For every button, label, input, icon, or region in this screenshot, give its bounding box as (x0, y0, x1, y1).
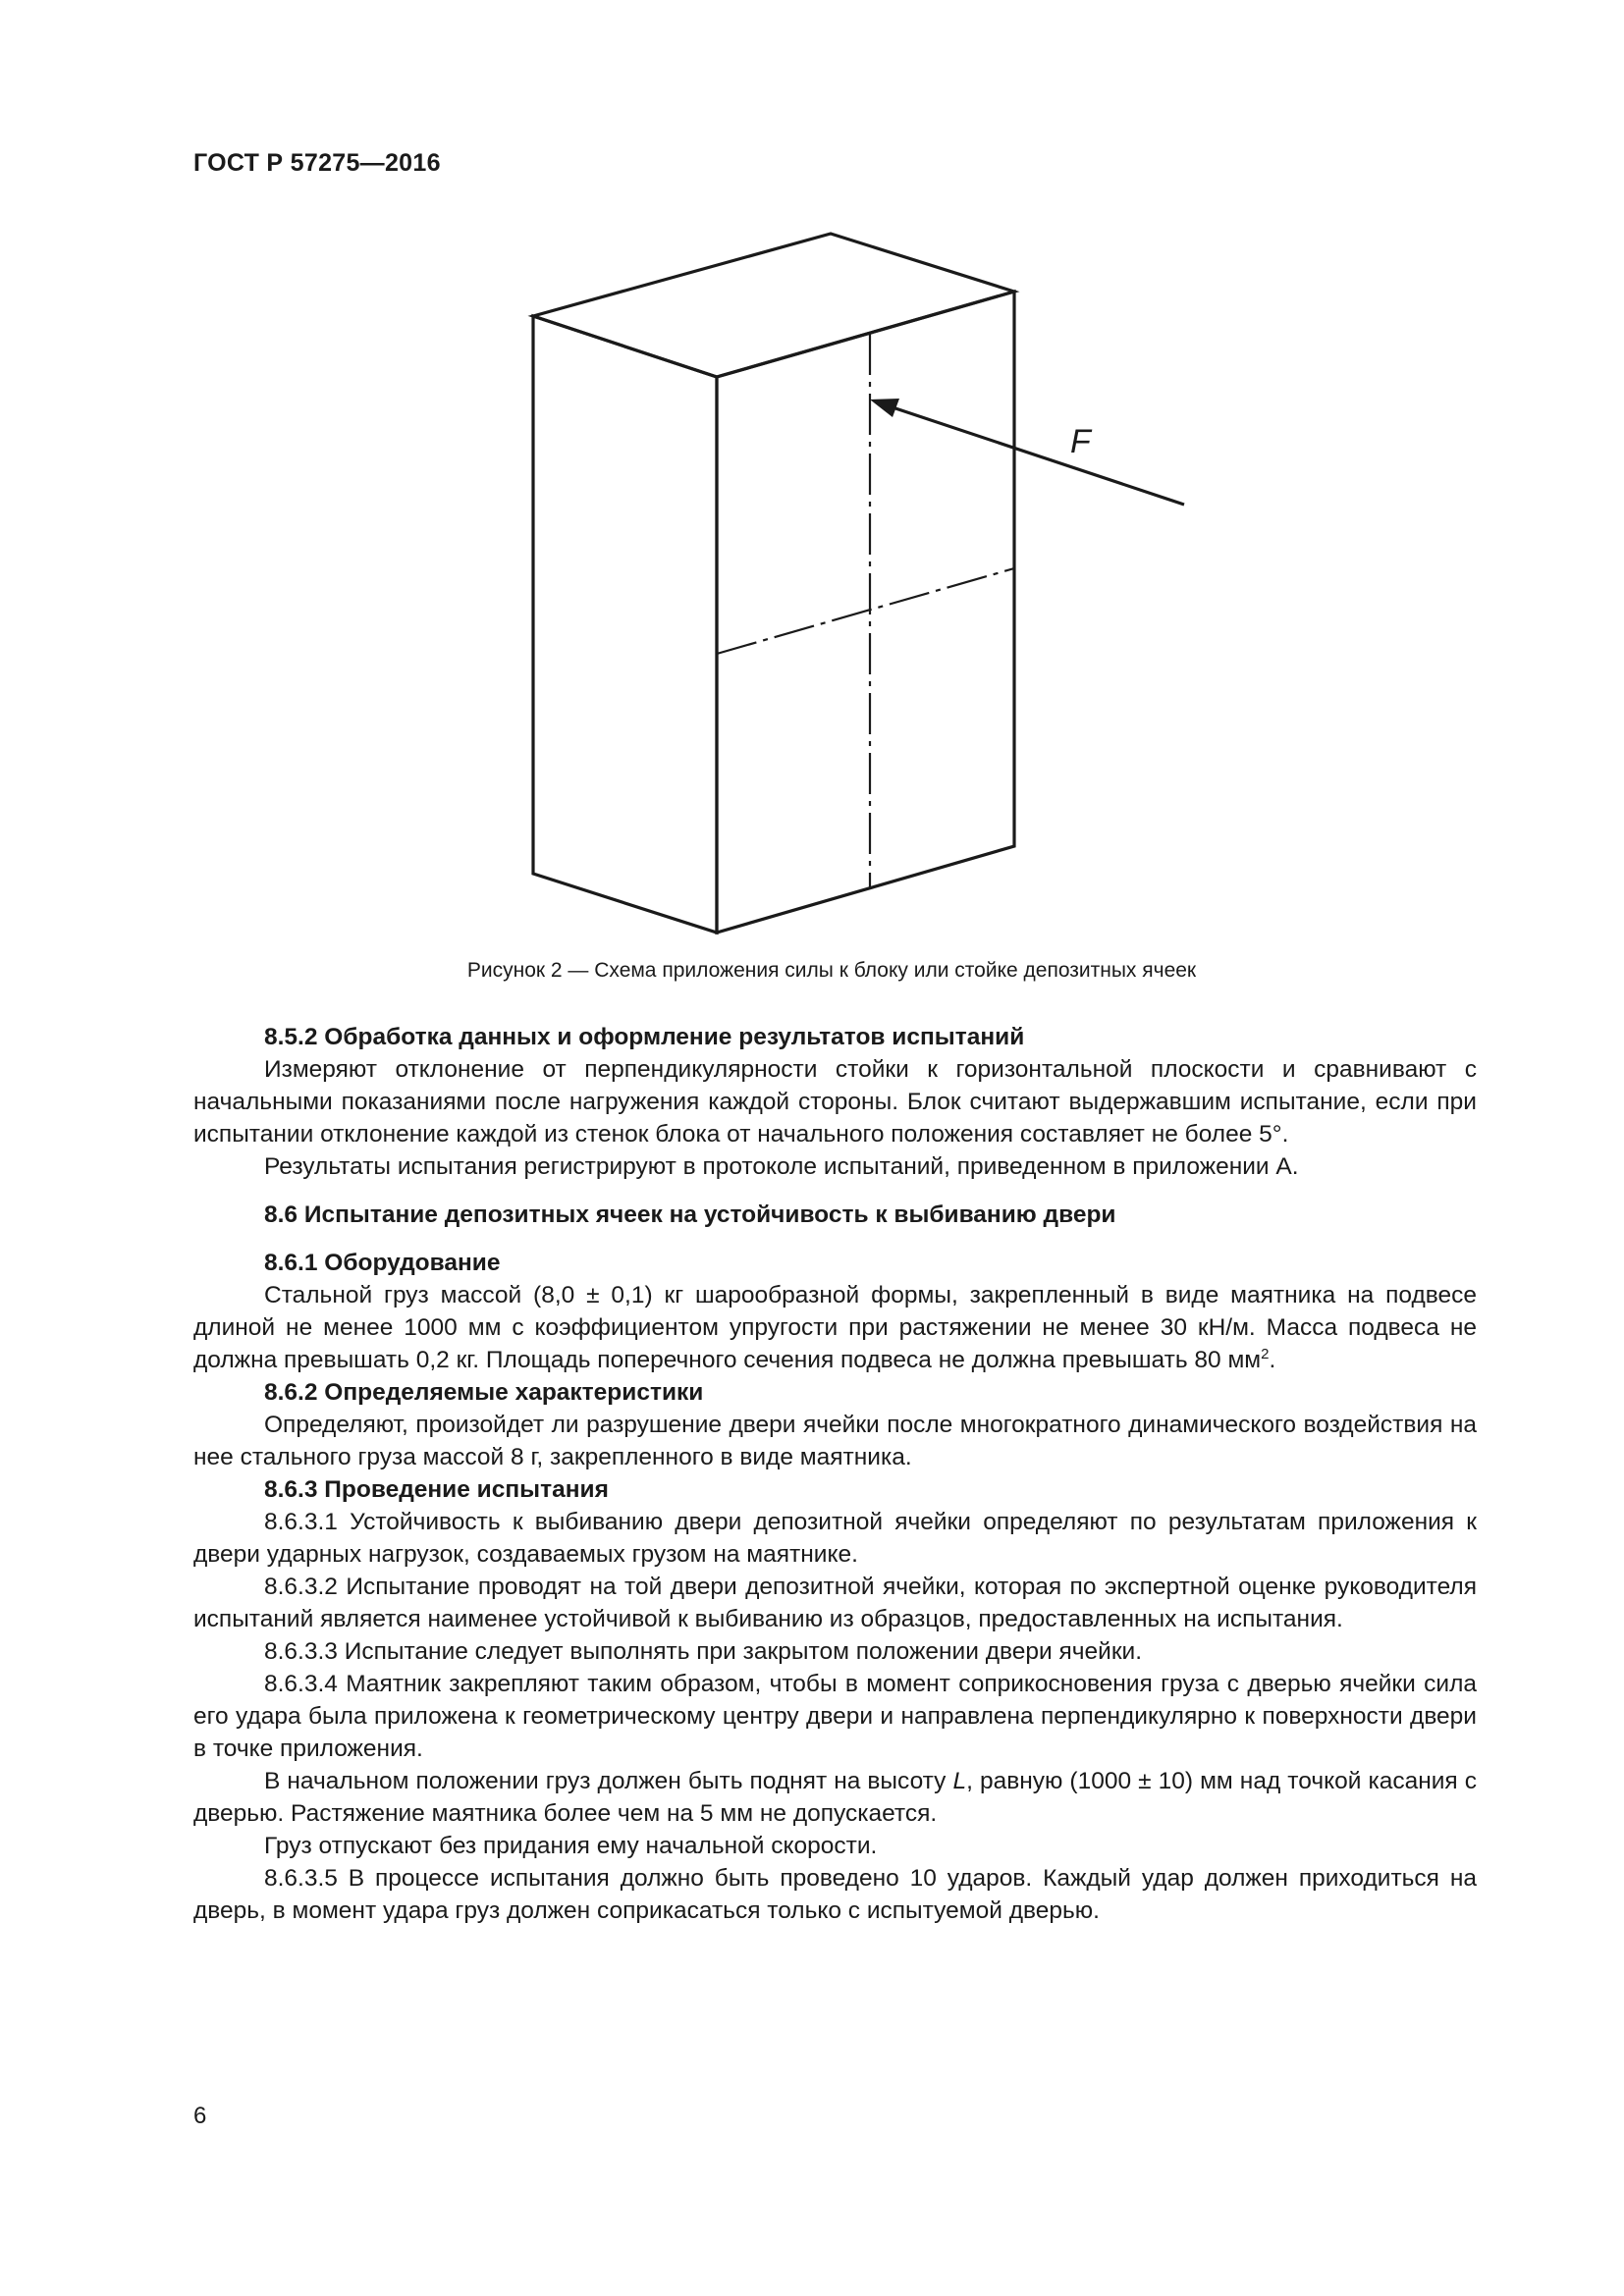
figure-caption: Рисунок 2 — Схема приложения силы к блоку или стойке депозитных ячеек (466, 959, 1197, 982)
document-body (193, 1021, 1477, 1927)
horizontal-centerline (717, 568, 1014, 654)
paragraph-text: В начальном положении груз должен быть поднят на высоту (264, 1768, 953, 1794)
force-arrow-head (870, 399, 899, 417)
section-heading-8-5-2: 8.5.2 Обработка данных и оформление результатов испытаний (264, 1024, 1025, 1050)
paragraph-text: , равную (1000 ± 10) мм над точкой касания с дверью. Растяжение маятника более чем на 5 мм не допускается. (193, 1768, 1477, 1827)
section-heading-8-6-2: 8.6.2 Определяемые характеристики (264, 1379, 704, 1406)
paragraph: 8.6.3.3 Испытание следует выполнять при закрытом положении двери ячейки. (264, 1638, 1143, 1665)
paragraph-text: . (1269, 1347, 1276, 1373)
force-label: F (1070, 423, 1091, 460)
paragraph: 8.6.3.2 Испытание проводят на той двери депозитной ячейки, которая по экспертной оценке руководителя испытаний является наименее устойчивой к выбиванию из образцов, предоставленных на испытания. (193, 1574, 1477, 1632)
paragraph: Результаты испытания регистрируют в протоколе испытаний, приведенном в приложении А. (264, 1153, 1299, 1180)
paragraph: Измеряют отклонение от перпендикулярности стойки к горизонтальной плоскости и сравнивают с начальными показаниями после нагружения каждой стороны. Блок считают выдержавшим испытание, если при испытании отклонение каждой из стенок блока от начального положения составляет не более 5°. (193, 1056, 1477, 1148)
section-heading-8-6-1: 8.6.1 Оборудование (264, 1250, 501, 1276)
figure-block-diagram (520, 221, 1188, 942)
page-number: 6 (193, 2103, 207, 2129)
force-arrow (884, 404, 1184, 505)
variable: L (952, 1768, 967, 1794)
section-heading-8-6: 8.6 Испытание депозитных ячеек на устойчивость к выбиванию двери (264, 1201, 1116, 1228)
paragraph (193, 1279, 1477, 1376)
paragraph: Груз отпускают без придания ему начальной скорости. (264, 1833, 878, 1859)
paragraph (193, 1765, 1477, 1830)
paragraph: 8.6.3.5 В процессе испытания должно быть проведено 10 ударов. Каждый удар должен приходиться на дверь, в момент удара груз должен соприкасаться только с испытуемой дверью. (193, 1865, 1477, 1924)
paragraph: Определяют, произойдет ли разрушение двери ячейки после многократного динамического воздействия на нее стального груза массой 8 г, закрепленного в виде маятника. (193, 1412, 1477, 1470)
block-left-face (533, 316, 717, 933)
superscript: 2 (1261, 1345, 1270, 1362)
block-top-face (533, 234, 1014, 377)
paragraph: 8.6.3.1 Устойчивость к выбиванию двери депозитной ячейки определяют по результатам приложения к двери ударных нагрузок, создаваемых грузом на маятнике. (193, 1509, 1477, 1568)
section-heading-8-6-3: 8.6.3 Проведение испытания (264, 1476, 609, 1503)
paragraph: 8.6.3.4 Маятник закрепляют таким образом, чтобы в момент соприкосновения груза с дверью ячейки сила его удара была приложена к геометрическому центру двери и направлена перпендикулярно к поверхности двери в точке приложения. (193, 1671, 1477, 1762)
document-header: ГОСТ Р 57275—2016 (193, 149, 441, 177)
paragraph-text: Стальной груз массой (8,0 ± 0,1) кг шарообразной формы, закрепленный в виде маятника на подвесе длиной не менее 1000 мм с коэффициентом упругости при растяжении не менее 30 кН/м. Масса подвеса не должна превышать 0,2 кг. Площадь поперечного сечения подвеса не должна превышать 80 мм (193, 1282, 1477, 1373)
